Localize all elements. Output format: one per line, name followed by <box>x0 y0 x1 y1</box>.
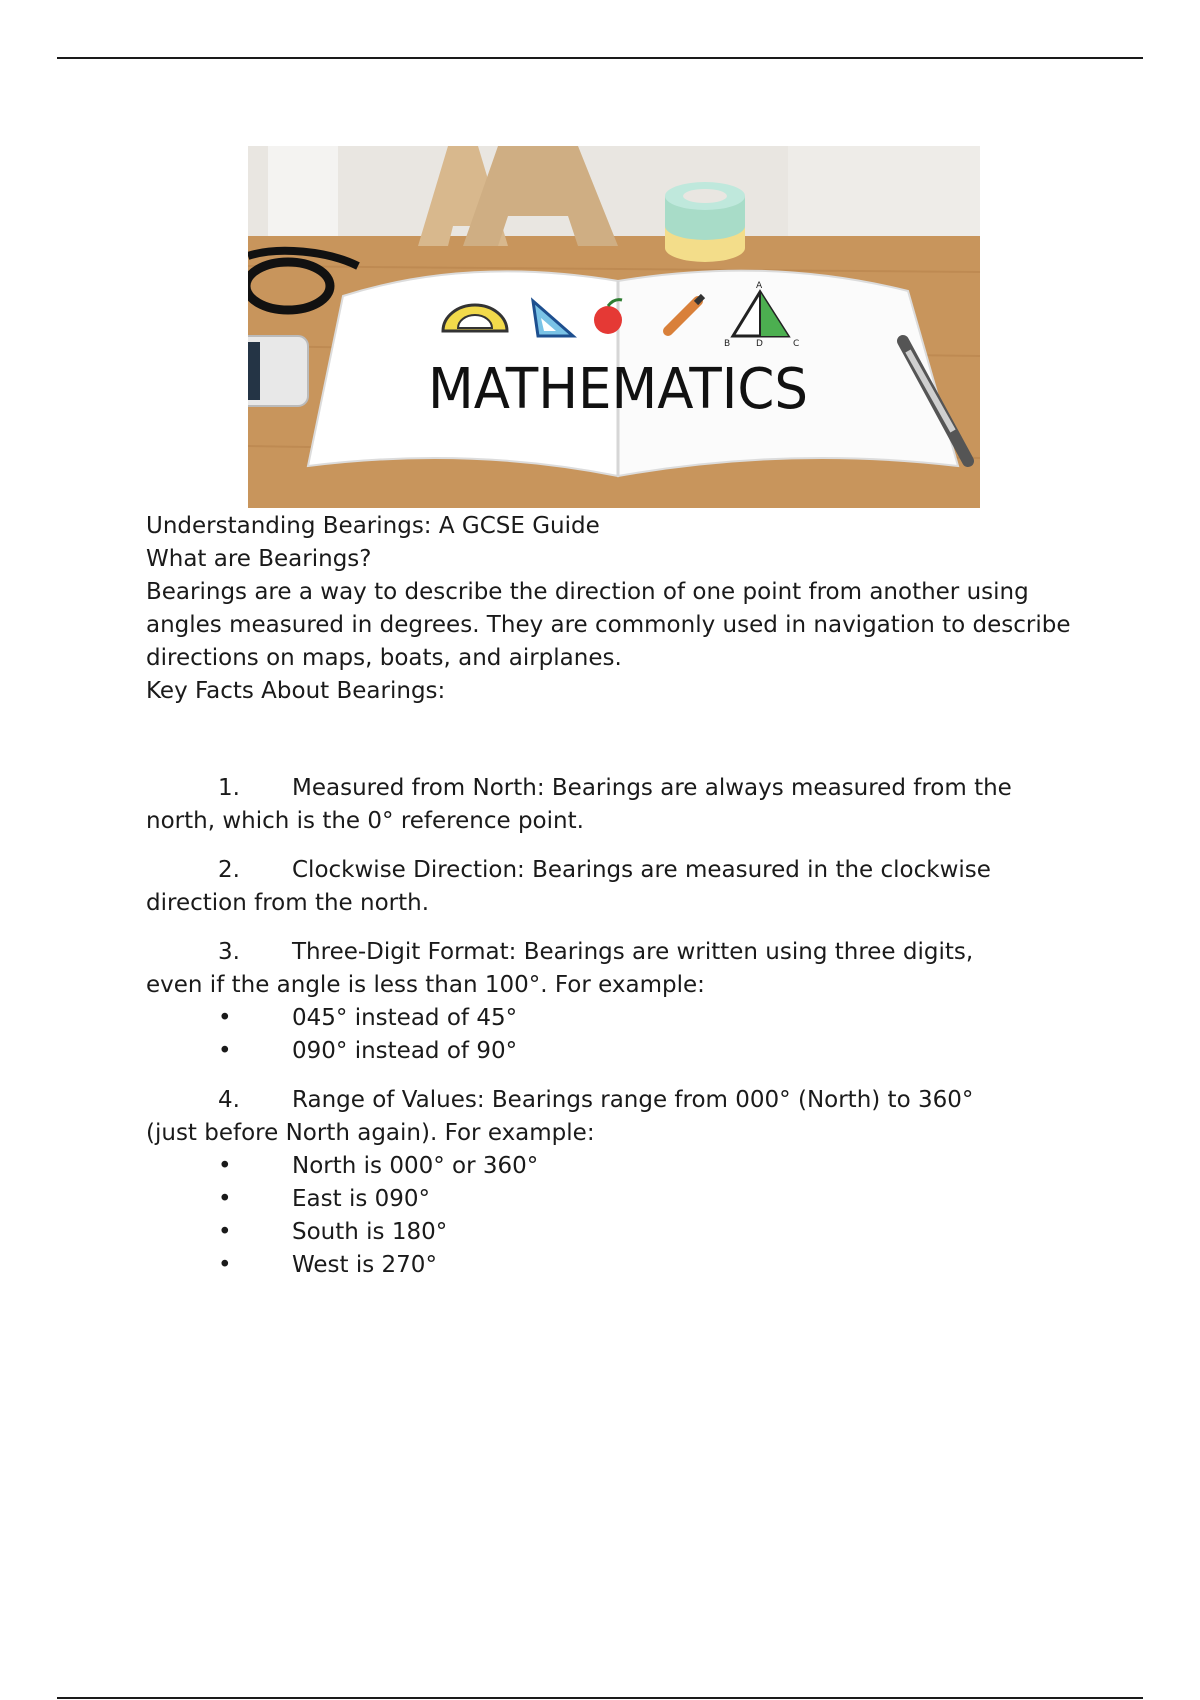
bullet-item <box>146 1002 1076 1035</box>
bullet-text: North is 000° or 360° <box>292 1153 539 1179</box>
fact-continuation-text: north, which is the 0° reference point. <box>146 808 584 834</box>
bullet-item <box>146 1216 1076 1249</box>
fact-number: 4. <box>218 1087 240 1113</box>
bullet-symbol: • <box>218 1186 232 1212</box>
bullet-item <box>146 1249 1076 1282</box>
fact-lead-text: Clockwise Direction: Bearings are measured in the clockwise <box>292 857 991 883</box>
fact-lead-text: Measured from North: Bearings are always measured from the <box>292 775 1012 801</box>
key-facts-list <box>146 772 1076 1282</box>
bullet-symbol: • <box>218 1219 232 1245</box>
bullet-symbol: • <box>218 1153 232 1179</box>
bottom-rule <box>57 1697 1143 1699</box>
fact-item-3 <box>146 936 1076 1068</box>
fact-item-4 <box>146 1084 1076 1282</box>
fact-lead-text: Range of Values: Bearings range from 000° (North) to 360° <box>292 1087 974 1113</box>
bullet-item <box>146 1183 1076 1216</box>
bullet-symbol: • <box>218 1252 232 1278</box>
fact-number: 1. <box>218 775 240 801</box>
bullet-text: West is 270° <box>292 1252 437 1278</box>
triangle-label-c: C <box>793 339 800 349</box>
bullet-item <box>146 1035 1076 1068</box>
mathematics-hero-image <box>248 146 980 508</box>
bullet-text: East is 090° <box>292 1186 431 1212</box>
fact-item-1 <box>146 772 1076 838</box>
triangle-label-a: A <box>756 281 763 291</box>
section-heading-what: What are Bearings? <box>146 546 372 572</box>
bullet-symbol: • <box>218 1005 232 1031</box>
triangle-label-b: B <box>724 339 731 349</box>
book-title-text: MATHEMATICS <box>428 357 808 422</box>
document-content <box>146 510 1076 1282</box>
document-title: Understanding Bearings: A GCSE Guide <box>146 513 600 539</box>
section-heading-key-facts: Key Facts About Bearings: <box>146 678 446 704</box>
bullet-symbol: • <box>218 1038 232 1064</box>
bullet-item <box>146 1150 1076 1183</box>
fact-number: 2. <box>218 857 240 883</box>
bullet-text: South is 180° <box>292 1219 448 1245</box>
triangle-label-d: D <box>756 339 763 349</box>
top-rule <box>57 57 1143 59</box>
bullet-text: 090° instead of 90° <box>292 1038 518 1064</box>
fact-continuation-text: direction from the north. <box>146 890 430 916</box>
bullet-text: 045° instead of 45° <box>292 1005 518 1031</box>
fact-continuation-text: even if the angle is less than 100°. For example: <box>146 972 705 998</box>
fact-lead-text: Three-Digit Format: Bearings are written using three digits, <box>292 939 974 965</box>
fact-number: 3. <box>218 939 240 965</box>
fact-continuation-text: (just before North again). For example: <box>146 1120 595 1146</box>
intro-paragraph: Bearings are a way to describe the direction of one point from another using angles measured in degrees. They are commonly used in navigation to describe directions on maps, boats, and airplanes. <box>146 579 1071 671</box>
fact-item-2 <box>146 854 1076 920</box>
